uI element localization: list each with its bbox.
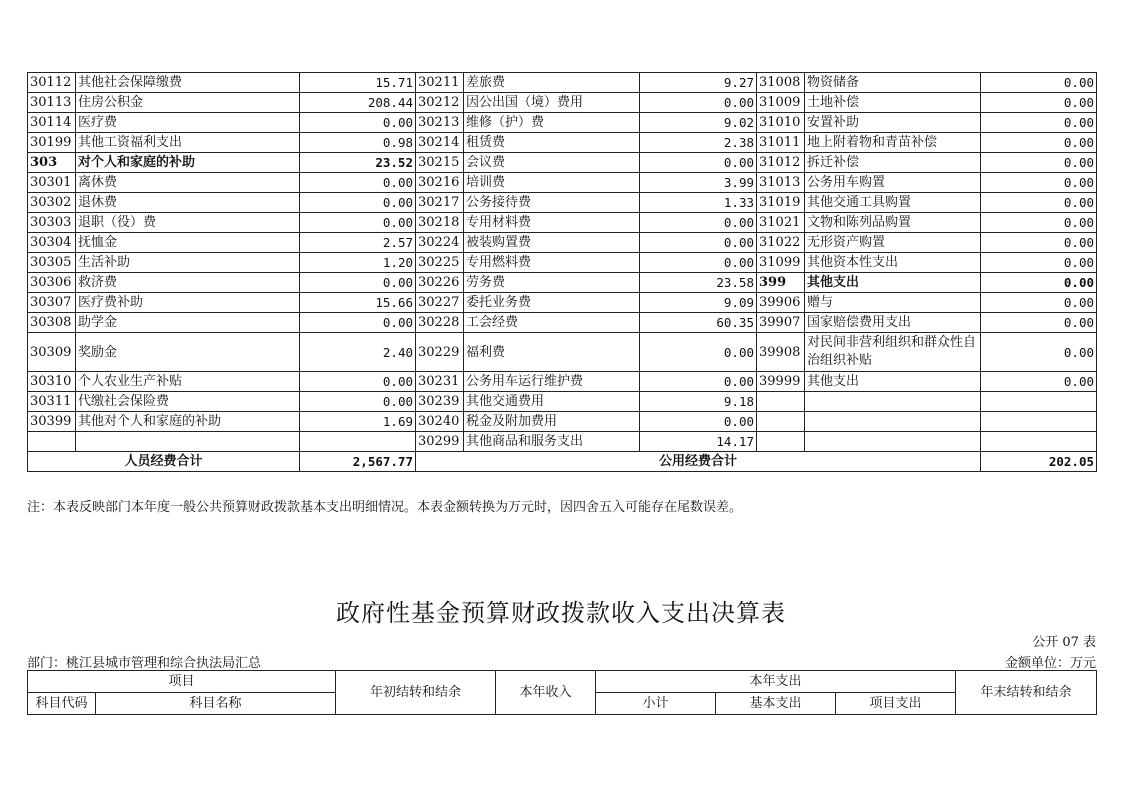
cell-code: 30213 <box>416 113 464 133</box>
header-carry-end: 年末结转和结余 <box>956 671 1097 715</box>
cell-name: 国家赔偿费用支出 <box>805 313 981 333</box>
cell-amount: 2.38 <box>640 133 757 153</box>
cell-amount: 0.00 <box>300 372 416 392</box>
cell-code: 30231 <box>416 372 464 392</box>
cell-amount: 9.27 <box>640 73 757 93</box>
public-total-value: 202.05 <box>981 452 1097 472</box>
cell-code: 30225 <box>416 253 464 273</box>
table-row <box>28 213 1097 233</box>
cell-amount: 9.18 <box>640 392 757 412</box>
cell-code: 30302 <box>28 193 76 213</box>
cell-amount: 0.00 <box>640 253 757 273</box>
cell-code: 30114 <box>28 113 76 133</box>
cell-amount <box>981 392 1097 412</box>
cell-code: 30310 <box>28 372 76 392</box>
cell-code: 31099 <box>757 253 805 273</box>
cell-code: 30304 <box>28 233 76 253</box>
header-basic: 基本支出 <box>716 693 836 715</box>
cell-name: 物资储备 <box>805 73 981 93</box>
cell-amount: 0.00 <box>300 313 416 333</box>
cell-code: 30227 <box>416 293 464 313</box>
cell-name: 地上附着物和青苗补偿 <box>805 133 981 153</box>
header-carry-start: 年初结转和结余 <box>336 671 496 715</box>
cell-name: 医疗费 <box>76 113 300 133</box>
cell-name: 税金及附加费用 <box>464 412 640 432</box>
cell-name: 专用燃料费 <box>464 253 640 273</box>
cell-code: 30215 <box>416 153 464 173</box>
cell-code: 30228 <box>416 313 464 333</box>
government-fund-table <box>27 670 1097 715</box>
table-row <box>28 372 1097 392</box>
table-row <box>28 233 1097 253</box>
cell-name: 对个人和家庭的补助 <box>76 153 300 173</box>
cell-amount: 0.00 <box>981 173 1097 193</box>
cell-name: 助学金 <box>76 313 300 333</box>
cell-code: 31009 <box>757 93 805 113</box>
cell-name: 安置补助 <box>805 113 981 133</box>
cell-amount: 0.00 <box>300 392 416 412</box>
cell-code: 31011 <box>757 133 805 153</box>
cell-name: 会议费 <box>464 153 640 173</box>
cell-amount: 0.00 <box>300 113 416 133</box>
cell-amount: 14.17 <box>640 432 757 452</box>
cell-code: 30299 <box>416 432 464 452</box>
cell-name: 其他商品和服务支出 <box>464 432 640 452</box>
cell-code: 30224 <box>416 233 464 253</box>
cell-amount: 208.44 <box>300 93 416 113</box>
cell-code: 30218 <box>416 213 464 233</box>
cell-amount: 1.69 <box>300 412 416 432</box>
totals-row <box>28 452 1097 472</box>
cell-name: 其他支出 <box>805 273 981 293</box>
table-row <box>28 432 1097 452</box>
unit-label: 金额单位：万元 <box>1004 656 1096 671</box>
cell-code: 39908 <box>757 333 805 372</box>
table-note: 注：本表反映部门本年度一般公共预算财政拨款基本支出明细情况。本表金额转换为万元时，因四舍五入可能存在尾数误差。 <box>27 500 743 515</box>
cell-amount: 0.00 <box>300 213 416 233</box>
cell-name: 其他支出 <box>805 372 981 392</box>
cell-amount: 0.98 <box>300 133 416 153</box>
cell-amount: 15.71 <box>300 73 416 93</box>
cell-amount: 15.66 <box>300 293 416 313</box>
cell-name: 差旅费 <box>464 73 640 93</box>
cell-name: 其他对个人和家庭的补助 <box>76 412 300 432</box>
cell-name: 代缴社会保险费 <box>76 392 300 412</box>
cell-name: 对民间非营利组织和群众性自治组织补贴 <box>805 333 981 372</box>
cell-amount <box>981 412 1097 432</box>
cell-code: 31013 <box>757 173 805 193</box>
cell-name: 文物和陈列品购置 <box>805 213 981 233</box>
cell-amount <box>981 432 1097 452</box>
personnel-total-label: 人员经费合计 <box>28 452 300 472</box>
cell-name: 其他社会保障缴费 <box>76 73 300 93</box>
cell-name: 因公出国（境）费用 <box>464 93 640 113</box>
header-row-1 <box>28 671 1097 693</box>
cell-name: 被装购置费 <box>464 233 640 253</box>
cell-name: 其他资本性支出 <box>805 253 981 273</box>
cell-amount: 0.00 <box>981 213 1097 233</box>
cell-amount: 23.52 <box>300 153 416 173</box>
cell-name <box>76 432 300 452</box>
cell-name <box>805 432 981 452</box>
cell-code: 30211 <box>416 73 464 93</box>
cell-code: 31010 <box>757 113 805 133</box>
cell-name: 租赁费 <box>464 133 640 153</box>
header-subject-code: 科目代码 <box>28 693 96 715</box>
cell-name: 公务用车运行维护费 <box>464 372 640 392</box>
cell-name: 奖励金 <box>76 333 300 372</box>
cell-code: 30112 <box>28 73 76 93</box>
cell-name: 医疗费补助 <box>76 293 300 313</box>
cell-amount: 0.00 <box>981 193 1097 213</box>
cell-amount: 0.00 <box>981 273 1097 293</box>
cell-amount: 1.33 <box>640 193 757 213</box>
cell-code: 30303 <box>28 213 76 233</box>
cell-name: 退职（役）费 <box>76 213 300 233</box>
header-project: 项目支出 <box>836 693 956 715</box>
cell-code: 30301 <box>28 173 76 193</box>
table-row <box>28 333 1097 372</box>
cell-amount: 0.00 <box>981 233 1097 253</box>
cell-name: 生活补助 <box>76 253 300 273</box>
basic-expenditure-detail-table <box>27 72 1097 472</box>
table-row <box>28 93 1097 113</box>
cell-name: 拆迁补偿 <box>805 153 981 173</box>
table-row <box>28 313 1097 333</box>
cell-code: 30226 <box>416 273 464 293</box>
cell-code: 303 <box>28 153 76 173</box>
cell-amount: 0.00 <box>640 213 757 233</box>
cell-name: 其他工资福利支出 <box>76 133 300 153</box>
public-total-label: 公用经费合计 <box>416 452 981 472</box>
cell-amount: 0.00 <box>981 293 1097 313</box>
cell-amount: 0.00 <box>640 372 757 392</box>
cell-name <box>805 412 981 432</box>
cell-amount: 0.00 <box>640 412 757 432</box>
cell-code: 39907 <box>757 313 805 333</box>
table-row <box>28 113 1097 133</box>
cell-code: 31008 <box>757 73 805 93</box>
cell-name: 退休费 <box>76 193 300 213</box>
cell-code <box>757 392 805 412</box>
cell-name: 福利费 <box>464 333 640 372</box>
header-subject-name: 科目名称 <box>96 693 336 715</box>
table-row <box>28 73 1097 93</box>
cell-code: 399 <box>757 273 805 293</box>
cell-code: 31022 <box>757 233 805 253</box>
cell-name: 其他交通费用 <box>464 392 640 412</box>
cell-name <box>805 392 981 412</box>
table-row <box>28 133 1097 153</box>
cell-code: 30306 <box>28 273 76 293</box>
cell-name: 委托业务费 <box>464 293 640 313</box>
page-title: 政府性基金预算财政拨款收入支出决算表 <box>336 599 786 627</box>
cell-amount: 0.00 <box>981 253 1097 273</box>
table-row <box>28 293 1097 313</box>
cell-name: 劳务费 <box>464 273 640 293</box>
cell-code: 30311 <box>28 392 76 412</box>
header-subtotal: 小计 <box>596 693 716 715</box>
cell-code: 30216 <box>416 173 464 193</box>
header-income: 本年收入 <box>496 671 596 715</box>
cell-amount: 0.00 <box>981 153 1097 173</box>
cell-amount: 0.00 <box>981 333 1097 372</box>
cell-code: 31021 <box>757 213 805 233</box>
cell-code: 30309 <box>28 333 76 372</box>
table-row <box>28 173 1097 193</box>
table-row <box>28 273 1097 293</box>
cell-code: 30239 <box>416 392 464 412</box>
cell-amount: 9.09 <box>640 293 757 313</box>
cell-name: 个人农业生产补贴 <box>76 372 300 392</box>
cell-code: 30229 <box>416 333 464 372</box>
cell-name: 公务用车购置 <box>805 173 981 193</box>
cell-amount: 0.00 <box>640 333 757 372</box>
cell-code: 30307 <box>28 293 76 313</box>
cell-amount: 2.57 <box>300 233 416 253</box>
cell-amount: 0.00 <box>981 313 1097 333</box>
personnel-total-value: 2,567.77 <box>300 452 416 472</box>
cell-code: 30305 <box>28 253 76 273</box>
cell-amount: 0.00 <box>981 372 1097 392</box>
table-row <box>28 392 1097 412</box>
cell-name: 土地补偿 <box>805 93 981 113</box>
cell-name: 住房公积金 <box>76 93 300 113</box>
cell-name: 救济费 <box>76 273 300 293</box>
cell-code: 30240 <box>416 412 464 432</box>
table-row <box>28 153 1097 173</box>
cell-amount: 0.00 <box>300 173 416 193</box>
cell-amount: 0.00 <box>300 193 416 213</box>
cell-amount: 60.35 <box>640 313 757 333</box>
cell-code: 30113 <box>28 93 76 113</box>
cell-name: 无形资产购置 <box>805 233 981 253</box>
cell-amount: 0.00 <box>640 93 757 113</box>
cell-amount: 1.20 <box>300 253 416 273</box>
cell-code: 31012 <box>757 153 805 173</box>
cell-name: 赠与 <box>805 293 981 313</box>
cell-name: 抚恤金 <box>76 233 300 253</box>
cell-code: 39906 <box>757 293 805 313</box>
cell-amount: 0.00 <box>981 113 1097 133</box>
cell-code: 31019 <box>757 193 805 213</box>
cell-amount: 0.00 <box>300 273 416 293</box>
cell-code: 39999 <box>757 372 805 392</box>
cell-code: 30214 <box>416 133 464 153</box>
cell-amount: 2.40 <box>300 333 416 372</box>
cell-amount: 0.00 <box>981 133 1097 153</box>
cell-amount: 0.00 <box>640 153 757 173</box>
cell-name: 维修（护）费 <box>464 113 640 133</box>
cell-name: 公务接待费 <box>464 193 640 213</box>
cell-code <box>28 432 76 452</box>
department-label: 部门：桃江县城市管理和综合执法局汇总 <box>27 656 262 671</box>
cell-amount: 23.58 <box>640 273 757 293</box>
cell-code: 30212 <box>416 93 464 113</box>
header-expense: 本年支出 <box>596 671 956 693</box>
cell-name: 培训费 <box>464 173 640 193</box>
table-row <box>28 412 1097 432</box>
cell-code: 30199 <box>28 133 76 153</box>
cell-code <box>757 432 805 452</box>
cell-code: 30217 <box>416 193 464 213</box>
cell-code: 30399 <box>28 412 76 432</box>
cell-name: 专用材料费 <box>464 213 640 233</box>
header-item: 项目 <box>28 671 336 693</box>
table-row <box>28 193 1097 213</box>
cell-amount: 0.00 <box>981 93 1097 113</box>
table-code: 公开 07 表 <box>1032 635 1096 650</box>
cell-name: 工会经费 <box>464 313 640 333</box>
cell-amount <box>300 432 416 452</box>
cell-name: 其他交通工具购置 <box>805 193 981 213</box>
cell-code: 30308 <box>28 313 76 333</box>
cell-name: 离休费 <box>76 173 300 193</box>
cell-amount: 0.00 <box>640 233 757 253</box>
cell-amount: 3.99 <box>640 173 757 193</box>
table-row <box>28 253 1097 273</box>
cell-amount: 0.00 <box>981 73 1097 93</box>
cell-amount: 9.02 <box>640 113 757 133</box>
cell-code <box>757 412 805 432</box>
